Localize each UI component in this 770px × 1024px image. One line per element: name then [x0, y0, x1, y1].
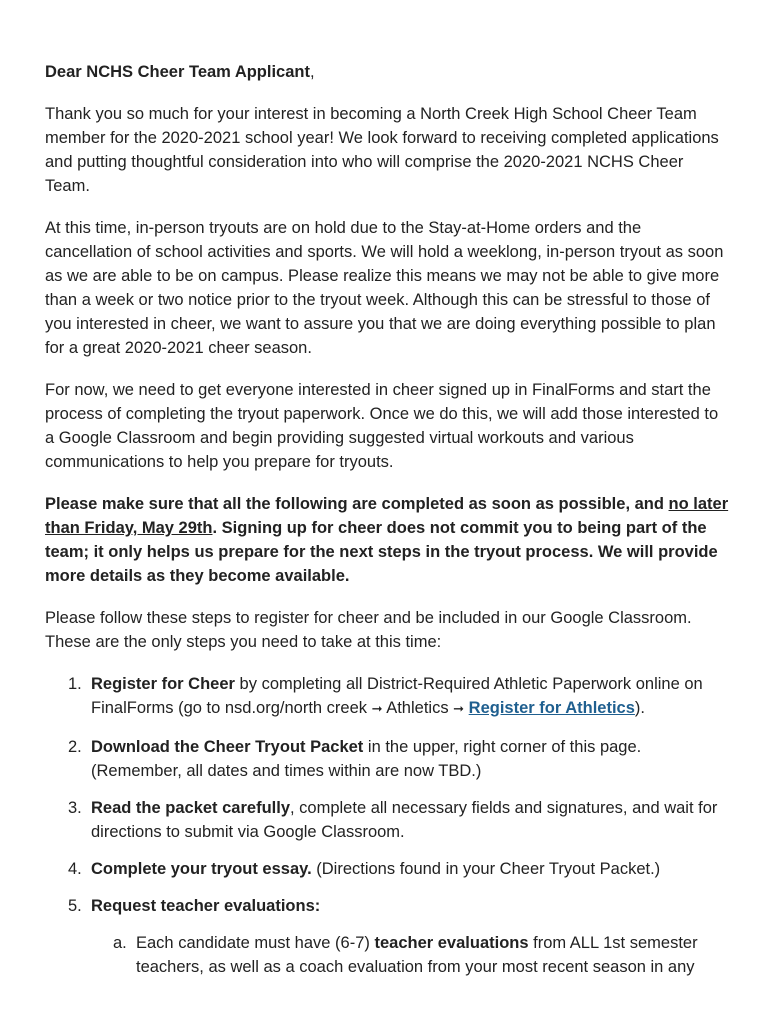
paragraph-finalforms: For now, we need to get everyone interested in cheer signed up in FinalForms and start the process of completing the tryout paperwork. Once we do this, we will add those interested to a Google Classroom and begin providing suggested virtual workouts and various communications to help you prepare for tryouts. — [45, 381, 719, 471]
notice-part1: Please make sure that all the following are completed as soon as possible, and — [45, 495, 669, 513]
step-title: Register for Cheer — [91, 675, 235, 693]
greeting-name: Dear NCHS Cheer Team Applicant — [45, 63, 310, 81]
step-title: Read the packet carefully — [91, 799, 290, 817]
step-item — [45, 672, 730, 722]
step-number: 4. — [68, 860, 82, 878]
steps-list — [45, 672, 730, 979]
step-item — [45, 894, 730, 979]
step-number: 3. — [68, 799, 82, 817]
greeting — [45, 60, 730, 84]
step-text-end: ). — [634, 699, 646, 717]
sub-step-item — [91, 931, 730, 979]
step-number: 2. — [68, 738, 82, 756]
step-item — [45, 857, 730, 881]
step-number: 5. — [68, 897, 82, 915]
step-title: Request teacher evaluations: — [91, 897, 321, 915]
sub-step-text: Each candidate must have (6-7) — [136, 934, 375, 952]
paragraph-intro: Thank you so much for your interest in becoming a North Creek High School Cheer Team member for the 2020-2021 school year! We look forward to receiving completed applications and putting thoughtful consideration into who will comprise the 2020-2021 NCHS Cheer Team. — [45, 105, 719, 195]
greeting-comma: , — [309, 63, 315, 81]
step-text: , complete all necessary fields and signatures, and wait for directions to submit via Google Classroom. — [91, 799, 718, 841]
notice-paragraph — [45, 492, 730, 588]
notice-part2: . Signing up for cheer does not commit you to being part of the team; it only helps us prepare for the next steps in the tryout process. We will provide more details as they become available. — [45, 519, 718, 585]
arrow-right-icon: ➞ — [453, 702, 465, 717]
register-for-athletics-link[interactable]: Register for Athletics — [468, 699, 635, 717]
step-item — [45, 735, 730, 783]
step-number: 1. — [68, 675, 82, 693]
sub-steps-list — [91, 931, 730, 979]
step-text: (Directions found in your Cheer Tryout Packet.) — [311, 860, 661, 878]
sub-step-text-after: from ALL 1st semester teachers, as well as a coach evaluation from your most recent season in any — [136, 934, 698, 976]
notice-deadline: no later than Friday, May 29th — [45, 495, 729, 537]
step-title: Complete your tryout essay. — [91, 860, 312, 878]
arrow-right-icon: ➞ — [371, 702, 383, 717]
step-item — [45, 796, 730, 844]
steps-intro: Please follow these steps to register for cheer and be included in our Google Classroom. These are the only steps you need to take at this time: — [45, 609, 692, 651]
step-text: by completing all District-Required Athletic Paperwork online on FinalForms (go to nsd.org/north creek — [91, 675, 703, 717]
step-text-mid: Athletics — [382, 699, 454, 717]
step-title: Download the Cheer Tryout Packet — [91, 738, 364, 756]
step-text: in the upper, right corner of this page. (Remember, all dates and times within are now TBD.) — [91, 738, 642, 780]
sub-step-letter: a. — [113, 934, 127, 952]
sub-step-bold: teacher evaluations — [374, 934, 529, 952]
paragraph-tryouts-on-hold: At this time, in-person tryouts are on hold due to the Stay-at-Home orders and the cancellation of school activities and sports. We will hold a weeklong, in-person tryout as soon as we are able to be on campus. Please realize this means we may not be able to give more than a week or two notice prior to the tryout week. Although this can be stressful to those of you interested in cheer, we want to assure you that we are doing everything possible to plan for a great 2020-2021 cheer season. — [45, 219, 724, 357]
